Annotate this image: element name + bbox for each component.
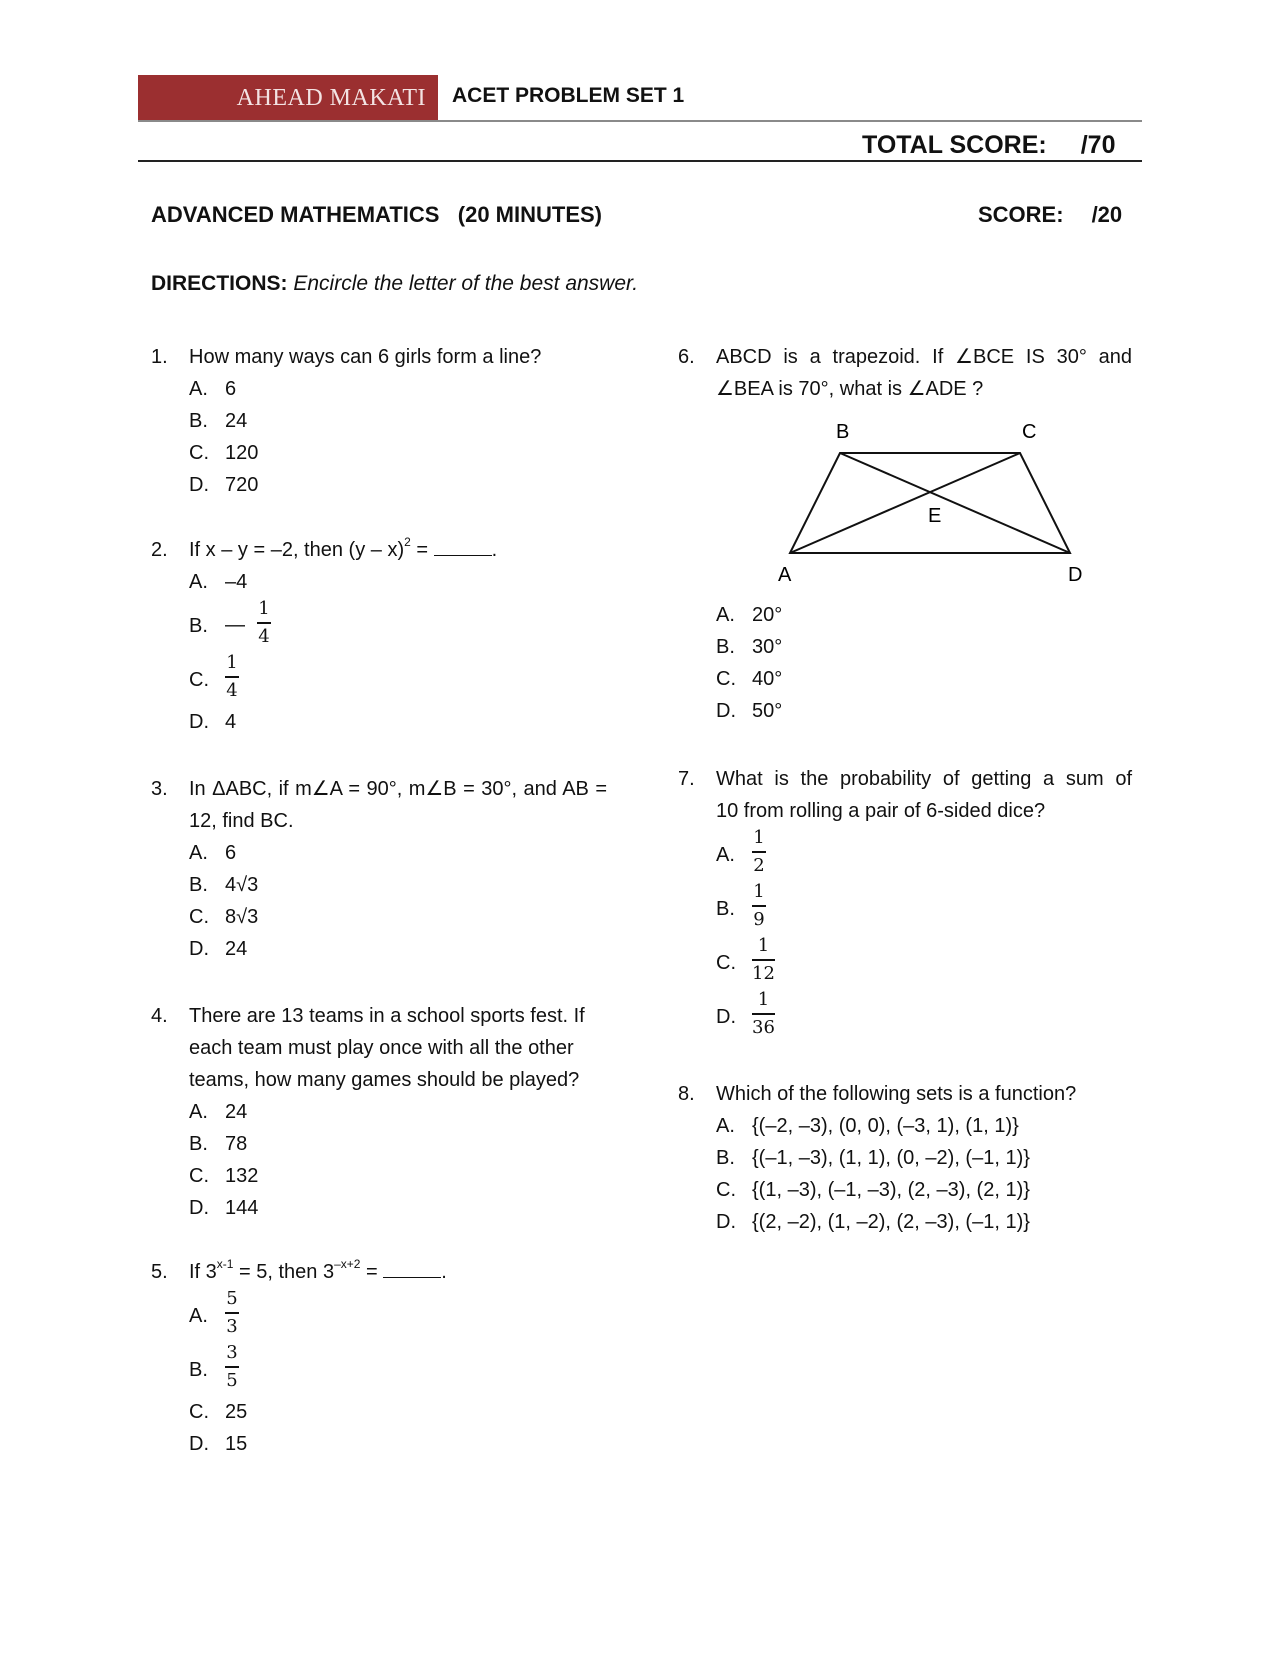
answer-blank [434, 537, 492, 556]
option-letter: B. [189, 1133, 208, 1155]
numerator: 1 [258, 598, 270, 619]
total-score-divider [138, 160, 1142, 162]
question-stem-line-2: 12, find BC. [189, 810, 294, 832]
question-6-options [678, 599, 1132, 727]
total-score [862, 131, 1116, 160]
fraction [257, 598, 271, 648]
question-stem-line-1: What is the probability of getting a sum of [716, 768, 1132, 790]
question-5 [151, 1256, 621, 1460]
option-a[interactable] [716, 599, 1132, 631]
option-letter: D. [716, 700, 736, 722]
option-letter: C. [189, 1401, 209, 1423]
question-number: 6. [678, 346, 695, 368]
option-letter: A. [716, 844, 735, 866]
option-value: 15 [225, 1433, 248, 1455]
denominator: 5 [226, 1370, 238, 1391]
option-value: 40° [752, 668, 783, 690]
brand-banner [138, 75, 438, 121]
option-d[interactable] [189, 1428, 621, 1460]
option-c[interactable] [716, 935, 1132, 989]
option-value: 78 [225, 1133, 248, 1155]
option-c[interactable] [189, 437, 621, 469]
option-value: 24 [225, 410, 248, 432]
fraction-bar [225, 676, 239, 678]
brand-name: AHEAD MAKATI [236, 84, 426, 111]
option-value: 24 [225, 1101, 248, 1123]
option-value: 6 [225, 378, 237, 400]
question-7 [678, 763, 1132, 1043]
fraction [752, 989, 775, 1039]
option-letter: D. [189, 1433, 209, 1455]
stem-text: = 5, then 3 [233, 1261, 335, 1283]
trapezoid-outline [790, 453, 1070, 553]
denominator: 3 [226, 1316, 238, 1337]
option-letter: A. [189, 1305, 208, 1327]
question-1 [151, 341, 621, 501]
option-d[interactable] [716, 1206, 1132, 1238]
question-number: 3. [151, 778, 168, 800]
header-divider [138, 120, 1142, 122]
option-letter: D. [189, 938, 209, 960]
question-number: 2. [151, 539, 168, 561]
question-number: 4. [151, 1005, 168, 1027]
option-letter: B. [189, 1359, 208, 1381]
fraction-bar [225, 1312, 239, 1314]
question-number: 5. [151, 1261, 168, 1283]
option-c[interactable] [189, 1396, 621, 1428]
option-value: 144 [225, 1197, 259, 1219]
denominator: 4 [226, 680, 238, 701]
option-value: {(–2, –3), (0, 0), (–3, 1), (1, 1)} [752, 1115, 1019, 1137]
option-letter: C. [716, 952, 736, 974]
minus-sign: — [225, 614, 245, 636]
question-number: 1. [151, 346, 168, 368]
option-letter: B. [716, 636, 735, 658]
option-value: 50° [752, 700, 783, 722]
option-value: 4 [225, 711, 237, 733]
fraction [225, 652, 239, 702]
question-3 [151, 773, 607, 965]
option-letter: A. [189, 571, 208, 593]
option-c[interactable] [189, 901, 607, 933]
option-d[interactable] [189, 706, 621, 738]
option-value: 20° [752, 604, 783, 626]
option-letter: C. [716, 668, 736, 690]
option-value: 6 [225, 842, 237, 864]
fraction [752, 881, 766, 931]
fraction [752, 827, 766, 877]
question-stem: How many ways can 6 girls form a line? [189, 346, 542, 368]
option-b[interactable] [189, 869, 607, 901]
option-d[interactable] [189, 933, 607, 965]
option-value: 720 [225, 474, 259, 496]
option-letter: C. [189, 906, 209, 928]
option-letter: B. [189, 410, 208, 432]
option-d[interactable] [716, 989, 1132, 1043]
question-stem-line-1: There are 13 teams in a school sports fest. If [189, 1005, 585, 1027]
section-title: ADVANCED MATHEMATICS (20 MINUTES) [151, 202, 602, 227]
question-stem [189, 1256, 621, 1288]
option-letter: D. [716, 1006, 736, 1028]
vertex-label-a: A [778, 564, 792, 586]
question-stem-line-2: each team must play once with all the other [189, 1037, 574, 1059]
option-letter: A. [189, 378, 208, 400]
option-value: {(2, –2), (1, –2), (2, –3), (–1, 1)} [752, 1211, 1030, 1233]
option-a[interactable] [189, 1096, 621, 1128]
question-4 [151, 1000, 621, 1224]
option-value: 8√3 [225, 906, 259, 928]
exponent: x-1 [216, 1257, 234, 1271]
fraction-bar [257, 622, 271, 624]
fraction [752, 935, 775, 985]
question-stem-line-3: teams, how many games should be played? [189, 1069, 580, 1091]
option-a[interactable] [716, 1110, 1132, 1142]
option-letter: C. [189, 442, 209, 464]
option-b[interactable] [189, 598, 621, 652]
numerator: 1 [226, 652, 238, 673]
option-value: {(1, –3), (–1, –3), (2, –3), (2, 1)} [752, 1179, 1030, 1201]
section-score [978, 202, 1122, 228]
option-d[interactable] [189, 469, 621, 501]
question-stem-line-2: 10 from rolling a pair of 6-sided dice? [716, 800, 1046, 822]
option-letter: B. [716, 898, 735, 920]
question-stem: Which of the following sets is a function? [716, 1083, 1077, 1105]
denominator: 4 [258, 626, 270, 647]
option-letter: A. [189, 1101, 208, 1123]
option-d[interactable] [716, 695, 1132, 727]
option-letter: D. [716, 1211, 736, 1233]
numerator: 1 [757, 989, 770, 1010]
directions [151, 272, 638, 296]
option-b[interactable] [189, 1128, 621, 1160]
option-c[interactable] [189, 652, 621, 706]
option-letter: D. [189, 711, 209, 733]
option-value: 4√3 [225, 874, 259, 896]
fraction-bar [752, 1013, 775, 1015]
option-letter: B. [189, 615, 208, 637]
question-6 [678, 341, 1132, 405]
option-value: 30° [752, 636, 783, 658]
exponent: 2 [404, 535, 411, 549]
denominator: 36 [752, 1017, 775, 1038]
option-letter: A. [716, 1115, 735, 1137]
stem-equals: = [360, 1261, 384, 1283]
option-letter: A. [716, 604, 735, 626]
option-letter: A. [189, 842, 208, 864]
option-b[interactable] [716, 881, 1132, 935]
option-b[interactable] [716, 631, 1132, 663]
denominator: 2 [753, 855, 765, 876]
intersection-label-e: E [928, 505, 942, 527]
fraction [225, 1342, 239, 1392]
denominator: 9 [753, 909, 765, 930]
option-letter: B. [189, 874, 208, 896]
option-value: –4 [225, 571, 248, 593]
question-stem-line-1: In ΔABC, if m∠A = 90°, m∠B = 30°, and AB = [189, 778, 607, 800]
option-value: 132 [225, 1165, 259, 1187]
exponent: –x+2 [334, 1257, 361, 1271]
question-stem [189, 534, 621, 566]
stem-equals: = [410, 539, 434, 561]
option-d[interactable] [189, 1192, 621, 1224]
fraction-bar [752, 905, 766, 907]
option-value: {(–1, –3), (1, 1), (0, –2), (–1, 1)} [752, 1147, 1030, 1169]
question-number: 7. [678, 768, 695, 790]
directions-text: Encircle the letter of the best answer. [293, 272, 639, 295]
vertex-label-d: D [1068, 564, 1083, 586]
fraction [225, 1288, 239, 1338]
option-b[interactable] [716, 1142, 1132, 1174]
option-a[interactable] [716, 827, 1132, 881]
section-score-max: /20 [1091, 202, 1123, 227]
option-letter: C. [189, 669, 209, 691]
stem-end: . [441, 1261, 447, 1283]
total-score-max: /70 [1080, 131, 1116, 159]
option-b[interactable] [189, 405, 621, 437]
option-letter: D. [189, 1197, 209, 1219]
denominator: 12 [752, 963, 775, 984]
option-value: 25 [225, 1401, 248, 1423]
directions-label: DIRECTIONS: [151, 272, 288, 295]
numerator: 5 [226, 1288, 238, 1309]
option-letter: C. [716, 1179, 736, 1201]
diagonal-bd [840, 453, 1070, 553]
option-c[interactable] [716, 1174, 1132, 1206]
option-a[interactable] [189, 373, 621, 405]
fraction-bar [752, 959, 775, 961]
fraction-bar [225, 1366, 239, 1368]
numerator: 1 [757, 935, 770, 956]
option-c[interactable] [189, 1160, 621, 1192]
diagonal-ca [790, 453, 1020, 553]
question-number: 8. [678, 1083, 695, 1105]
question-2 [151, 534, 621, 738]
total-score-label: TOTAL SCORE: [862, 131, 1047, 159]
option-letter: D. [189, 474, 209, 496]
section-score-label: SCORE: [978, 202, 1064, 227]
numerator: 1 [753, 881, 765, 902]
question-8 [678, 1078, 1132, 1238]
question-stem-line-2: ∠BEA is 70°, what is ∠ADE ? [716, 378, 984, 400]
option-a[interactable] [189, 1288, 621, 1342]
fraction-bar [752, 851, 766, 853]
numerator: 1 [753, 827, 765, 848]
vertex-label-b: B [836, 421, 850, 443]
answer-blank [383, 1259, 441, 1278]
option-value: 120 [225, 442, 259, 464]
numerator: 3 [226, 1342, 238, 1363]
option-a[interactable] [189, 566, 621, 598]
stem-text: If x – y = –2, then (y – x) [189, 539, 405, 561]
option-a[interactable] [189, 837, 607, 869]
vertex-label-c: C [1022, 421, 1037, 443]
option-letter: B. [716, 1147, 735, 1169]
trapezoid-figure [770, 418, 1100, 588]
option-value: 24 [225, 938, 248, 960]
question-stem-line-1: ABCD is a trapezoid. If ∠BCE IS 30° and [716, 346, 1132, 368]
option-c[interactable] [716, 663, 1132, 695]
option-letter: C. [189, 1165, 209, 1187]
option-b[interactable] [189, 1342, 621, 1396]
stem-end: . [491, 539, 498, 561]
stem-text: If 3 [189, 1261, 217, 1283]
problem-set-title: ACET PROBLEM SET 1 [452, 84, 685, 107]
